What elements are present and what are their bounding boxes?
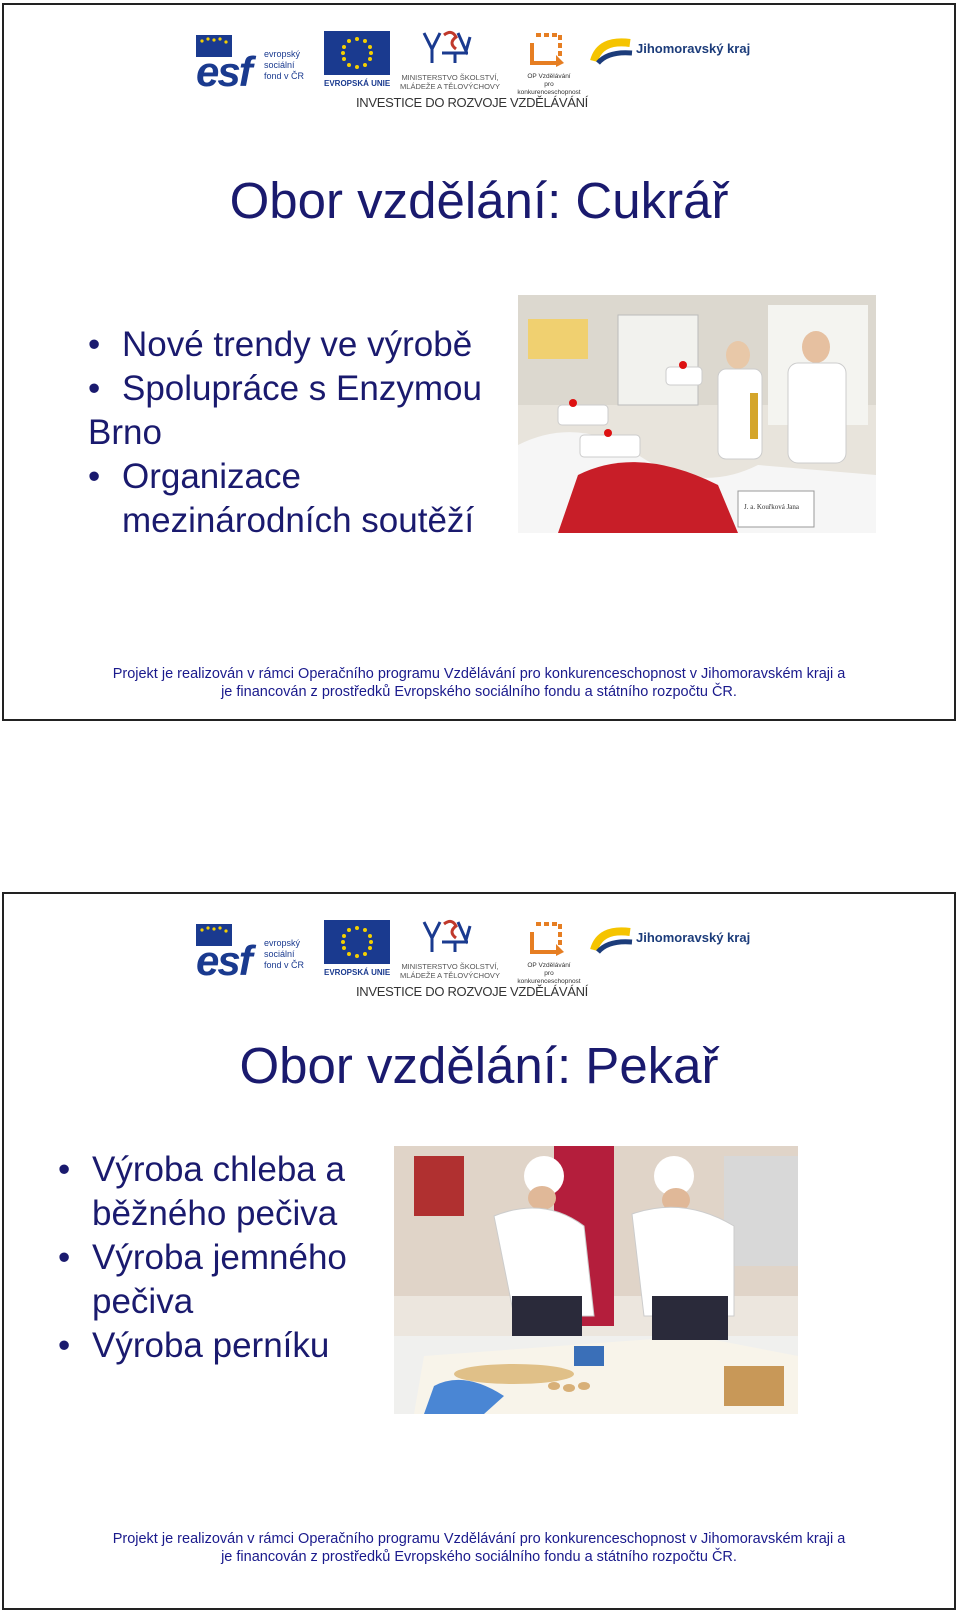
msmt-logo: [394, 918, 506, 984]
msmt-logo: [394, 29, 506, 95]
confectionery-photo: [518, 295, 876, 533]
list-item-continuation: pečiva: [92, 1282, 194, 1321]
eu-caption: EVROPSKÁ UNIE: [324, 968, 391, 977]
eu-caption: EVROPSKÁ UNIE: [324, 79, 391, 88]
bullet-list: [58, 1148, 378, 1368]
msmt-caption: MINISTERSTVO ŠKOLSTVÍ, MLÁDEŽE A TĚLOVÝCHOVY: [400, 73, 500, 91]
jmk-swoosh-icon: [590, 922, 634, 958]
slide-pekar: [2, 892, 956, 1610]
bullet-icon: •: [58, 1238, 71, 1277]
list-item-continuation: běžného pečiva: [92, 1194, 338, 1233]
list-item: • Výroba chleba a: [58, 1148, 378, 1192]
eu-logo: [324, 920, 390, 982]
list-item: • Výroba jemného: [58, 1236, 378, 1280]
list-item-continuation: mezinárodních soutěží: [122, 501, 475, 540]
msmt-mark-icon: [422, 918, 472, 954]
op-caption: OP Vzdělávání pro konkurenceschopnost: [517, 73, 581, 96]
investice-slogan: INVESTICE DO ROZVOJE VZDĚLÁVÁNÍ: [356, 95, 588, 110]
eu-flag-icon: [324, 920, 390, 964]
partner-logos: [196, 25, 776, 119]
op-arrow-icon: [526, 918, 570, 958]
photo-label: J. a. Kouřková Jana: [744, 503, 800, 511]
slide-title: Obor vzdělání: Pekař: [239, 1037, 719, 1094]
slide-cukrar: [2, 3, 956, 721]
esf-mark: esf: [196, 48, 251, 95]
slide-title: Obor vzdělání: Cukrář: [229, 172, 729, 229]
bullet-icon: •: [88, 325, 101, 364]
op-arrow-icon: [526, 29, 570, 69]
list-item: • Spolupráce s Enzymou: [88, 367, 508, 411]
jmk-text: Jihomoravský kraj: [636, 930, 751, 945]
list-item: • Výroba perníku: [58, 1324, 378, 1368]
esf-logo: [196, 920, 314, 982]
bullet-icon: •: [88, 457, 101, 496]
esf-subtitle: evropský sociální fond v ČR: [264, 49, 305, 81]
jmk-logo: [590, 922, 770, 962]
jmk-swoosh-icon: [590, 33, 634, 69]
list-item-continuation: Brno: [88, 413, 162, 452]
bullet-icon: •: [58, 1150, 71, 1189]
bullet-list: [88, 323, 508, 543]
esf-mark: esf: [196, 937, 251, 984]
esf-subtitle: evropský sociální fond v ČR: [264, 938, 305, 970]
op-caption: OP Vzdělávání pro konkurenceschopnost: [517, 962, 581, 985]
msmt-mark-icon: [422, 29, 472, 65]
bullet-icon: •: [58, 1326, 71, 1365]
bakery-photo: [394, 1146, 798, 1414]
msmt-caption: MINISTERSTVO ŠKOLSTVÍ, MLÁDEŽE A TĚLOVÝCHOVY: [400, 962, 500, 980]
bullet-icon: •: [88, 369, 101, 408]
eu-flag-icon: [324, 31, 390, 75]
jmk-logo: [590, 33, 770, 73]
op-logo: [514, 29, 584, 95]
footer-text: Projekt je realizován v rámci Operačního programu Vzdělávání pro konkurenceschopnost v Jihomoravském kraji a je financován z prostředků Evropského sociálního fondu a státního rozpočtu ČR.: [112, 666, 846, 700]
eu-logo: [324, 31, 390, 93]
partner-logos: [196, 914, 776, 1008]
jmk-text: Jihomoravský kraj: [636, 41, 751, 56]
op-logo: [514, 918, 584, 984]
esf-logo: [196, 31, 314, 93]
footer-text: Projekt je realizován v rámci Operačního programu Vzdělávání pro konkurenceschopnost v Jihomoravském kraji a je financován z prostředků Evropského sociálního fondu a státního rozpočtu ČR.: [112, 1531, 846, 1565]
list-item: • Organizace: [88, 455, 508, 499]
investice-slogan: INVESTICE DO ROZVOJE VZDĚLÁVÁNÍ: [356, 984, 588, 999]
list-item: • Nové trendy ve výrobě: [88, 323, 508, 367]
